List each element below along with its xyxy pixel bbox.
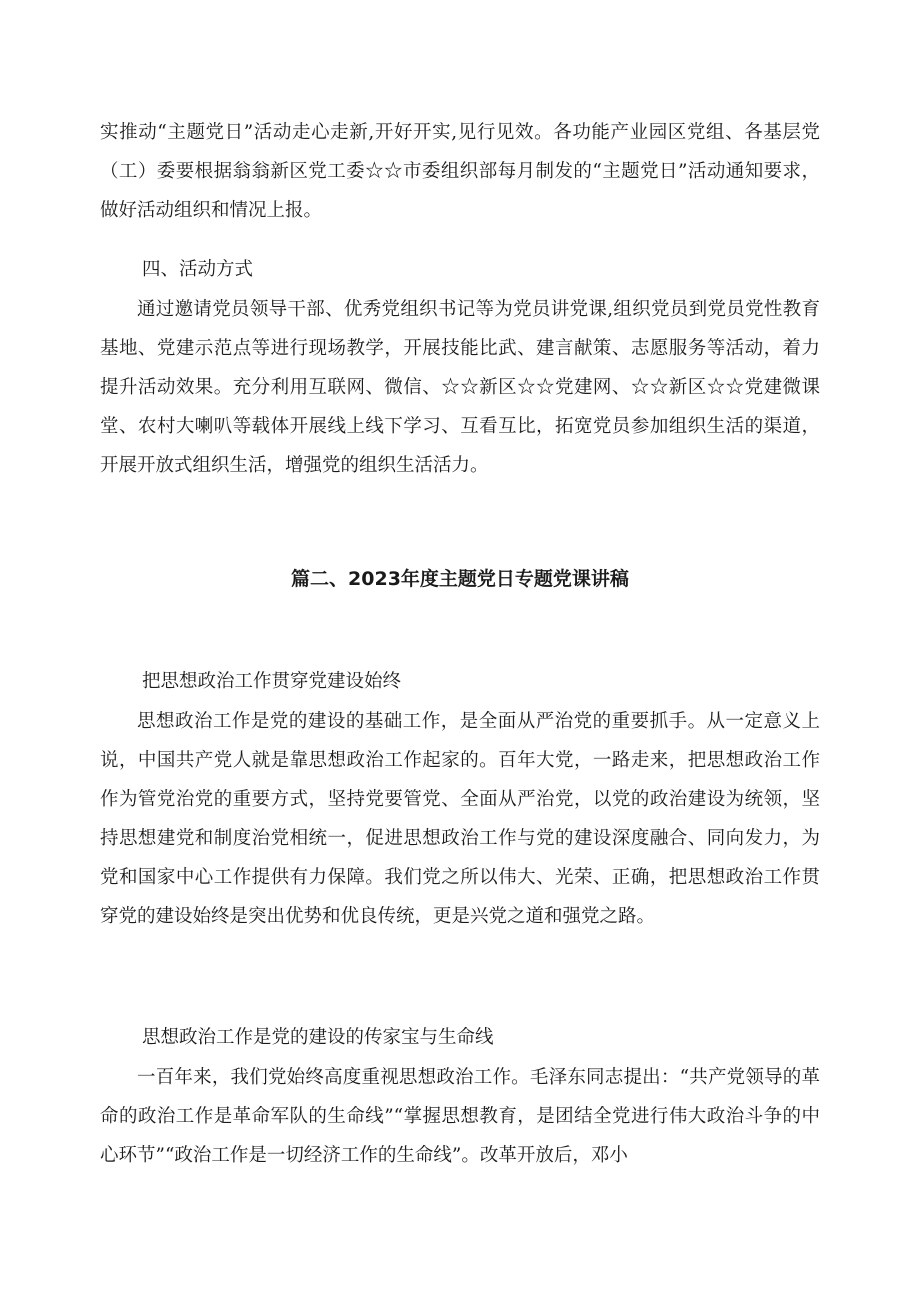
section-heading-activity-method: 四、活动方式 (142, 259, 254, 280)
intro-paragraph: 实推动“主题党日”活动走心走新,开好开实,见行见效。各功能产业园区党组、各基层党（工）委要根据翁翁新区党工委☆☆市委组织部每月制发的“主题党日”活动通知要求，做好活动组织和情况上报。 (100, 122, 820, 221)
paragraph-hundred-years: 一百年来，我们党始终高度重视思想政治工作。毛泽东同志提出：“共产党领导的革命的政治工作是革命军队的生命线”“掌握思想教育，是团结全党进行伟大政治斗争的中心环节”“政治工作是一切经济工作的生命线”。改革开放后，邓小 (100, 1067, 820, 1166)
method-paragraph: 通过邀请党员领导干部、优秀党组织书记等为党员讲党课,组织党员到党员党性教育基地、党建示范点等进行现场教学，开展技能比武、建言献策、志愿服务等活动，着力提升活动效果。充分利用互联网、微信、☆☆新区☆☆党建网、☆☆新区☆☆党建微课堂、农村大喇叭等载体开展线上线下学习、互看互比，拓宽党员参加组织生活的渠道，开展开放式组织生活，增强党的组织生活活力。 (100, 299, 820, 476)
paragraph-ideological-work-foundation: 思想政治工作是党的建设的基础工作，是全面从严治党的重要抓手。从一定意义上说，中国共产党人就是靠思想政治工作起家的。百年大党，一路走来，把思想政治工作作为管党治党的重要方式，坚持党要管党、全面从严治党，以党的政治建设为统领，坚持思想建党和制度治党相统一，促进思想政治工作与党的建设深度融合、同向发力，为党和国家中心工作提供有力保障。我们党之所以伟大、光荣、正确，把思想政治工作贯穿党的建设始终是突出优势和优良传统，更是兴党之道和强党之路。 (100, 711, 820, 927)
section-title: 篇二、2023年度主题党日专题党课讲稿 (291, 568, 629, 590)
subheading-heirloom-and-lifeline: 思想政治工作是党的建设的传家宝与生命线 (142, 1027, 494, 1048)
subheading-ideology-through-party-building: 把思想政治工作贯穿党建设始终 (142, 671, 402, 692)
